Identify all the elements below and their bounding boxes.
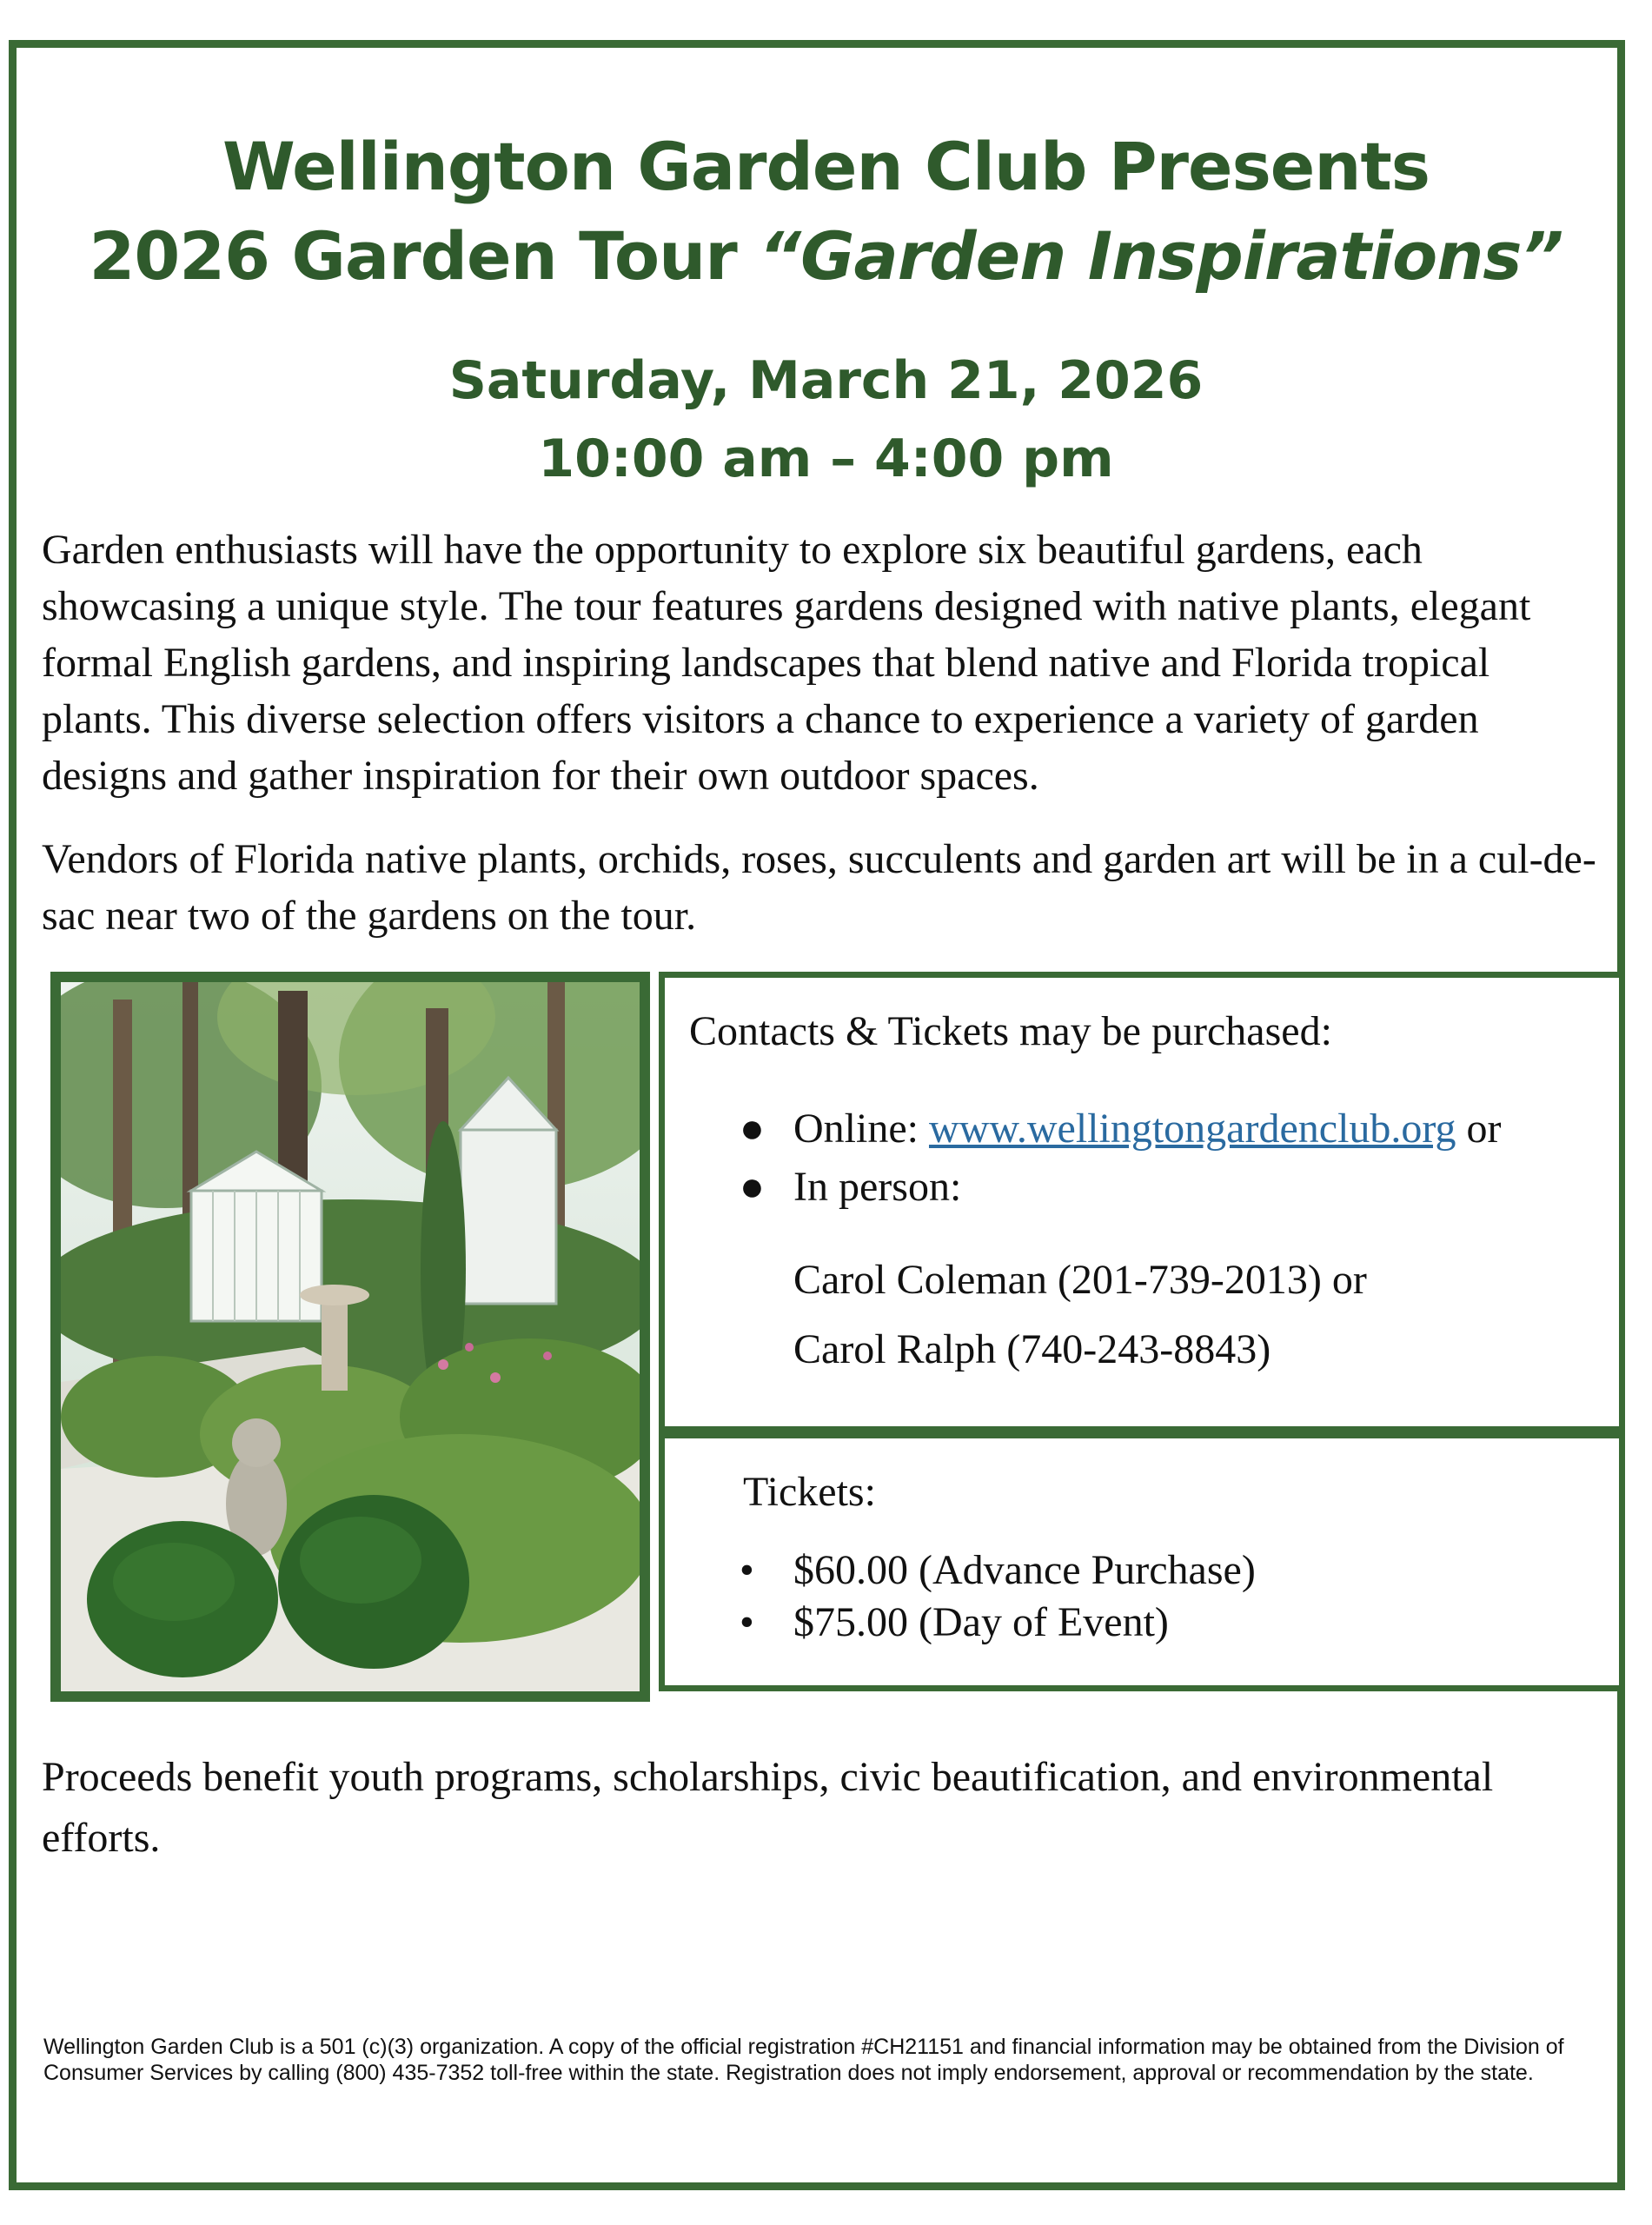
contact-carol-coleman: Carol Coleman (201-739-2013) or (793, 1257, 1367, 1303)
club-title: Wellington Garden Club Presents (222, 128, 1430, 205)
bullet-icon: ● (740, 1106, 765, 1152)
event-date: Saturday, March 21, 2026 (448, 350, 1204, 411)
garden-photo-illustration (61, 982, 640, 1691)
list-item (740, 1158, 1502, 1216)
in-person-label: In person: (793, 1164, 962, 1210)
garden-photo (50, 972, 650, 1702)
legal-disclaimer: Wellington Garden Club is a 501 (c)(3) organization. A copy of the official registration #CH21151 and financial information may be obtained from the Division of Consumer Services by calling (800) 435-7352 toll-free within the state. Registration does not imply endorsement, approval or recommendation by the state. (43, 2035, 1564, 2085)
online-label: Online: (793, 1106, 929, 1152)
contact-carol-ralph: Carol Ralph (740-243-8843) (793, 1326, 1271, 1372)
list-item (740, 1597, 1256, 1649)
website-link[interactable]: www.wellingtongardenclub.org (928, 1106, 1456, 1152)
purchase-options-list (740, 1099, 1502, 1216)
tour-title-prefix: 2026 Garden Tour (89, 217, 760, 295)
tickets-box (659, 1432, 1625, 1691)
bullet-icon: • (740, 1547, 754, 1593)
event-time: 10:00 am – 4:00 pm (538, 428, 1114, 489)
contacts-title: Contacts & Tickets may be purchased: (689, 1008, 1332, 1054)
list-item (740, 1544, 1256, 1597)
contacts-box (659, 972, 1625, 1432)
description-paragraph: Garden enthusiasts will have the opportunity to explore six beautiful gardens, each showcasing a unique style. The tour features gardens designed with native plants, elegant formal English gardens, and inspiring landscapes that blend native and Florida tropical plants. This diverse selection offers visitors a chance to experience a variety of garden designs and gather inspiration for their own outdoor spaces. (42, 527, 1531, 799)
bullet-icon: • (740, 1599, 754, 1645)
advance-price: $60.00 (Advance Purchase) (793, 1547, 1256, 1593)
tour-title (0, 213, 1652, 300)
tickets-title: Tickets: (743, 1469, 876, 1515)
list-item (740, 1099, 1502, 1158)
tour-theme: “Garden Inspirations” (759, 217, 1563, 295)
online-suffix: or (1456, 1106, 1502, 1152)
proceeds-statement: Proceeds benefit youth programs, scholarships, civic beautification, and environmental efforts. (42, 1754, 1494, 1861)
vendors-paragraph: Vendors of Florida native plants, orchids, roses, succulents and garden art will be in a cul-de-sac near two of the gardens on the tour. (42, 836, 1596, 939)
bullet-icon: ● (740, 1164, 765, 1210)
day-of-event-price: $75.00 (Day of Event) (793, 1599, 1169, 1645)
ticket-prices-list (740, 1544, 1256, 1649)
